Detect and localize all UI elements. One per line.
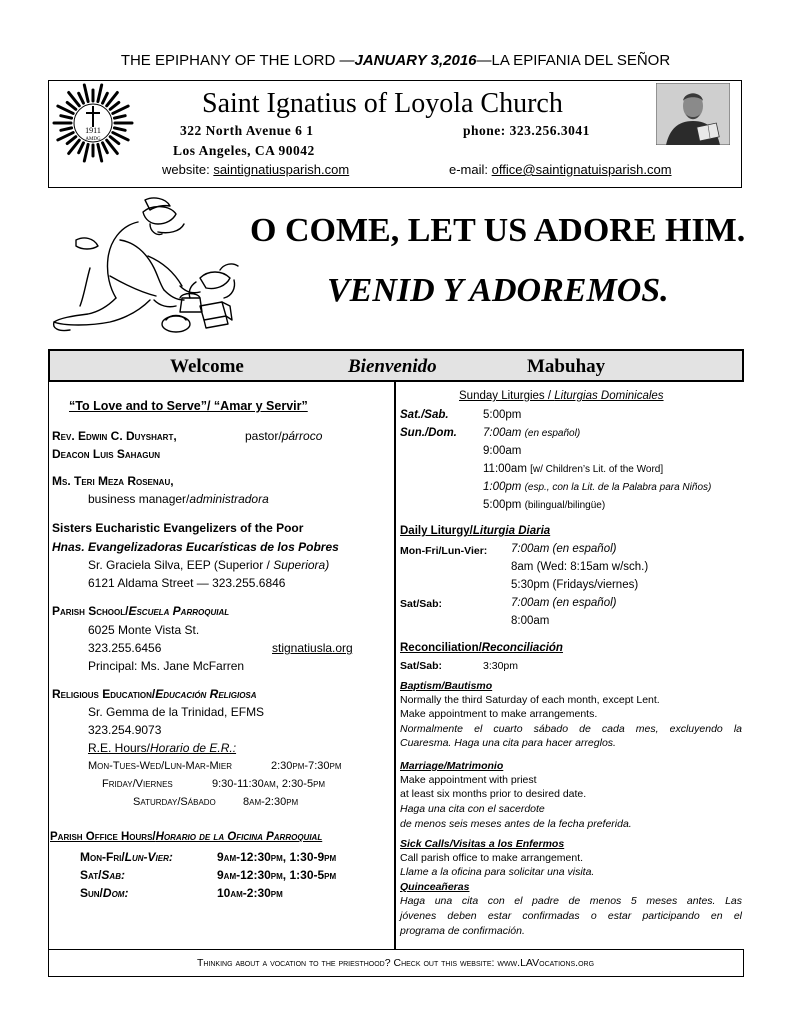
daily-weekday-time: 8am (Wed: 8:15am w/sch.) — [511, 561, 649, 573]
daily-saturday-time: 7:00am (en español) — [511, 597, 617, 609]
reconciliation-title: Reconciliation/Reconciliación — [400, 642, 563, 654]
sick-calls-text: Call parish office to make arrangement. — [400, 852, 584, 864]
welcome-tagalog: Mabuhay — [527, 356, 606, 377]
marriage-title: Marriage/Matrimonio — [400, 760, 504, 772]
sick-calls-text-spanish: Llame a la oficina para solicitar una visita. — [400, 866, 595, 878]
re-phone: 323.254.9073 — [88, 723, 162, 737]
sister-superior: Sr. Graciela Silva, EEP (Superior / Superiora) — [88, 558, 330, 572]
baptism-title: Baptism/Bautismo — [400, 680, 493, 692]
seal-ray — [110, 102, 119, 109]
address-line-2: Los Angeles, CA 90042 — [173, 143, 315, 158]
seal-ray — [84, 144, 88, 161]
website-line: website: saintignatiusparish.com — [162, 162, 350, 177]
re-hours-row-3-time: 8am-2:30pm — [243, 796, 299, 808]
quinceaneras-text: jóvenes deben estar confirmadas o estar participando en el — [400, 910, 742, 922]
bulletin-date: JANUARY 3,2016 — [354, 52, 477, 69]
seal-ray — [67, 102, 76, 109]
seal-ray — [98, 144, 102, 161]
seal-ray — [110, 137, 119, 144]
seal-ray — [98, 85, 102, 102]
re-hours-row-1-time: 2:30pm-7:30pm — [271, 760, 342, 772]
re-director: Sr. Gemma de la Trinidad, EFMS — [88, 705, 265, 719]
school-phone: 323.255.6456 — [88, 641, 162, 655]
parish-school-title: Parish School/Escuela Parroquial — [52, 604, 230, 618]
school-principal: Principal: Ms. Jane McFarren — [88, 659, 245, 673]
religious-education-title: Religious Education/Educación Religiosa — [52, 687, 257, 701]
seal-ray — [61, 128, 72, 130]
daily-liturgy-title: Daily Liturgy/Liturgia Diaria — [400, 525, 551, 537]
quinceaneras-text: programa de confirmación. — [400, 925, 525, 937]
daily-weekday-time: 7:00am (en español) — [511, 543, 617, 555]
daily-saturday-time: 8:00am — [511, 615, 550, 627]
church-seal-logo — [52, 82, 134, 164]
baptism-text: Normally the third Saturday of each month, except Lent. — [400, 694, 660, 706]
office-hours-title: Parish Office Hours/Horario de la Oficina Parroquial — [50, 831, 323, 843]
office-hours-row: Sat/Sab: — [80, 868, 125, 882]
parish-motto: “To Love and to Serve”/ “Amar y Servir” — [69, 399, 308, 413]
daily-weekday-label: Mon-Fri/Lun-Vier: — [400, 545, 488, 557]
quinceaneras-text: Haga una cita con el padre de menos 5 meses antes. Las — [400, 895, 742, 907]
magi-adoring-illustration — [50, 196, 248, 336]
welcome-english: Welcome — [170, 356, 244, 377]
office-hours-time: 10am-2:30pm — [217, 886, 283, 900]
seal-ray — [114, 116, 125, 118]
sunday-sat-time: 5:00pm — [483, 409, 522, 421]
deacon-name: Deacon Luis Sahagun — [52, 447, 161, 461]
seal-ray — [67, 137, 76, 144]
vocations-footer-text: Thinking about a vocation to the priesthood? Check out this website: www.LAVocations.org — [196, 957, 595, 969]
sunday-mass-time: 9:00am — [483, 445, 522, 457]
email-link[interactable]: office@saintignatuisparish.com — [491, 162, 672, 177]
re-hours-row-1: Mon-Tues-Wed/Lun-Mar-Mier — [88, 760, 232, 772]
seal-ray — [103, 143, 108, 153]
pastor-name: Rev. Edwin C. Duyshart, — [52, 429, 177, 443]
reconciliation-label: Sat/Sab: — [400, 660, 443, 672]
business-manager-name: Ms. Teri Meza Rosenau, — [52, 474, 174, 488]
seal-ray — [79, 143, 84, 153]
headline-spanish: VENID Y ADOREMOS. — [327, 272, 669, 309]
sisters-title-english: Sisters Eucharistic Evangelizers of the Poor — [52, 521, 304, 535]
welcome-spanish: Bienvenido — [348, 356, 437, 377]
sunday-liturgies-title: Sunday Liturgies / Liturgias Dominicales — [459, 390, 664, 402]
email-line: e-mail: office@saintignatuisparish.com — [449, 162, 672, 177]
sisters-address: 6121 Aldama Street — 323.255.6846 — [88, 576, 286, 590]
reconciliation-time: 3:30pm — [483, 660, 519, 672]
pastor-role: pastor/párroco — [245, 429, 323, 443]
quinceaneras-title: Quinceañeras — [400, 881, 470, 893]
sisters-title-spanish: Hnas. Evangelizadoras Eucarísticas de los Pobres — [52, 540, 339, 554]
re-hours-row-2: Friday/Viernes — [102, 778, 173, 790]
seal-ray — [114, 128, 125, 130]
sunday-mass-time: 5:00pm (bilingual/bilingüe) — [483, 499, 606, 511]
sunday-mass-time: 11:00am [w/ Children’s Lit. of the Word] — [483, 463, 664, 475]
sunday-sun-label: Sun./Dom. — [400, 427, 457, 439]
baptism-text: Make appointment to make arrangements. — [400, 708, 598, 720]
re-hours-row-2-time: 9:30-11:30am, 2:30-5pm — [212, 778, 326, 790]
marriage-text-spanish: de menos seis meses antes de la fecha preferida. — [400, 818, 632, 830]
seal-motto: AMDG — [85, 137, 101, 142]
business-manager-role: business manager/administradora — [88, 492, 269, 506]
bulletin-date-line: THE EPIPHANY OF THE LORD —JANUARY 3,2016—LA EPIFANIA DEL SEÑOR — [120, 52, 671, 69]
sunday-sat-label: Sat./Sab. — [400, 409, 449, 421]
seal-year: 1911 — [85, 126, 101, 135]
seal-ray — [79, 93, 84, 103]
office-hours-row: Sun/Dom: — [80, 886, 129, 900]
church-name: Saint Ignatius of Loyola Church — [202, 88, 563, 119]
seal-ray — [84, 85, 88, 102]
re-hours-row-3: Saturday/Sábado — [133, 796, 216, 808]
office-hours-time: 9am-12:30pm, 1:30-5pm — [217, 868, 337, 882]
address-line-1: 322 North Avenue 6 1 — [180, 123, 314, 138]
marriage-text: at least six months prior to desired date. — [400, 788, 587, 800]
seal-ray — [61, 116, 72, 118]
phone-number: phone: 323.256.3041 — [463, 123, 590, 138]
sick-calls-title: Sick Calls/Visitas a los Enfermos — [400, 838, 565, 850]
daily-weekday-time: 5:30pm (Fridays/viernes) — [511, 579, 639, 591]
website-link[interactable]: saintignatiusparish.com — [213, 162, 350, 177]
school-website-link[interactable]: stignatiusla.org — [272, 641, 353, 655]
baptism-text-spanish: Cuaresma. Haga una cita para hacer arreglos. — [400, 737, 616, 749]
re-hours-title: R.E. Hours/Horario de E.R.: — [88, 741, 237, 755]
seal-ray — [103, 93, 108, 103]
marriage-text-spanish: Haga una cita con el sacerdote — [400, 803, 545, 815]
baptism-text-spanish: Normalmente el cuarto sábado de cada mes, excluyendo la — [400, 723, 742, 735]
sunday-mass-time: 7:00am (en español) — [483, 427, 581, 439]
headline-english: O COME, LET US ADORE HIM. — [250, 212, 746, 249]
office-hours-row: Mon-Fri/Lun-Vier: — [80, 850, 173, 864]
saint-ignatius-portrait — [656, 83, 730, 145]
marriage-text: Make appointment with priest — [400, 774, 537, 786]
school-address: 6025 Monte Vista St. — [88, 623, 200, 637]
sunday-mass-time: 1:00pm (esp., con la Lit. de la Palabra para Niños) — [483, 481, 712, 493]
daily-saturday-label: Sat/Sab: — [400, 598, 443, 610]
office-hours-time: 9am-12:30pm, 1:30-9pm — [217, 850, 337, 864]
